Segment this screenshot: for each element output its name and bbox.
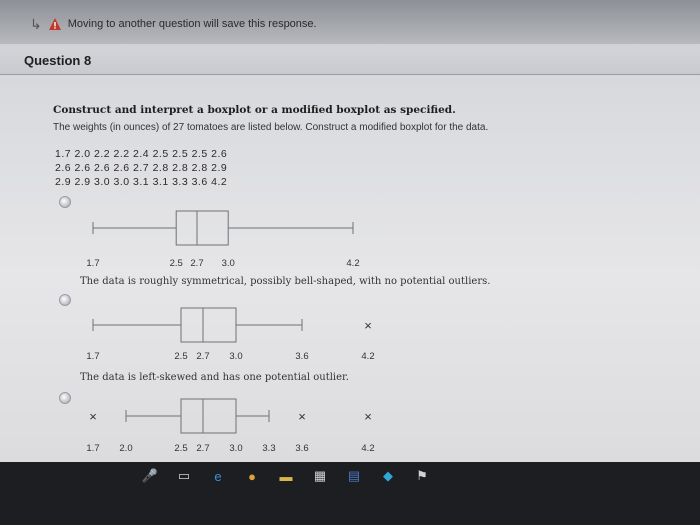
boxplot-options [0, 76, 700, 462]
option-a-interpretation: The data is roughly symmetrical, possibly bell-shaped, with no potential outliers. [80, 276, 491, 287]
outlier-marker: × [89, 409, 97, 424]
news-icon[interactable]: ▤ [347, 468, 361, 483]
box [176, 211, 228, 245]
question-title: Question 8 [24, 53, 92, 68]
boxplot-option-c [86, 399, 374, 454]
tick-label: 3.0 [221, 258, 235, 269]
tick-label: 2.5 [174, 351, 188, 362]
tick-label: 3.6 [295, 443, 309, 454]
return-arrow-icon: ↳ [30, 15, 42, 32]
question-header [0, 48, 700, 75]
tick-label: 3.3 [262, 443, 276, 454]
tick-label: 2.0 [119, 443, 133, 454]
prompt-text: Construct and interpret a boxplot or a modified boxplot as specified. [53, 104, 456, 116]
tick-label: 4.2 [346, 258, 360, 269]
tick-label: 2.5 [169, 258, 183, 269]
flag-icon[interactable]: ⚑ [416, 468, 428, 483]
data-row: 2.6 2.6 2.6 2.6 2.7 2.8 2.8 2.8 2.9 [55, 162, 228, 174]
taskbar-icons [140, 466, 432, 486]
task-view-icon[interactable]: ▭ [177, 468, 191, 483]
save-notice-text: Moving to another question will save this response. [67, 18, 317, 30]
question-content [0, 76, 700, 462]
tick-label: 1.7 [86, 258, 100, 269]
description-text: The weights (in ounces) of 27 tomatoes are listed below. Construct a modified boxplot for the data. [53, 122, 489, 133]
tick-label: 1.7 [86, 443, 100, 454]
data-row: 2.9 2.9 3.0 3.0 3.1 3.1 3.3 3.6 4.2 [55, 176, 228, 188]
edge-icon[interactable]: e [214, 468, 222, 484]
maps-icon[interactable]: ◆ [383, 468, 393, 483]
tick-label: 2.7 [190, 258, 204, 269]
outlier-marker: × [298, 409, 306, 424]
box [181, 399, 236, 433]
box [181, 308, 236, 342]
files-icon[interactable]: ▬ [279, 468, 293, 484]
tick-label: 4.2 [361, 351, 375, 362]
boxplot-option-a [86, 211, 359, 269]
option-b-interpretation: The data is left-skewed and has one potential outlier. [80, 372, 349, 383]
tick-label: 4.2 [361, 443, 375, 454]
tick-label: 3.0 [229, 443, 243, 454]
tick-label: 1.7 [86, 351, 100, 362]
save-notice [30, 14, 317, 34]
store-icon[interactable]: ▦ [313, 468, 327, 483]
tick-label: 2.7 [196, 351, 210, 362]
tick-label: 3.6 [295, 351, 309, 362]
tick-label: 2.7 [196, 443, 210, 454]
tick-label: 3.0 [229, 351, 243, 362]
chrome-icon[interactable]: ● [248, 468, 256, 484]
outlier-marker: × [364, 409, 372, 424]
mic-icon[interactable]: 🎤 [141, 468, 159, 483]
data-row: 1.7 2.0 2.2 2.2 2.4 2.5 2.5 2.5 2.6 [55, 148, 228, 160]
tick-label: 2.5 [174, 443, 188, 454]
outlier-marker: × [364, 318, 372, 333]
taskbar [0, 462, 700, 525]
boxplot-option-b [86, 308, 374, 362]
warning-icon [48, 17, 62, 31]
